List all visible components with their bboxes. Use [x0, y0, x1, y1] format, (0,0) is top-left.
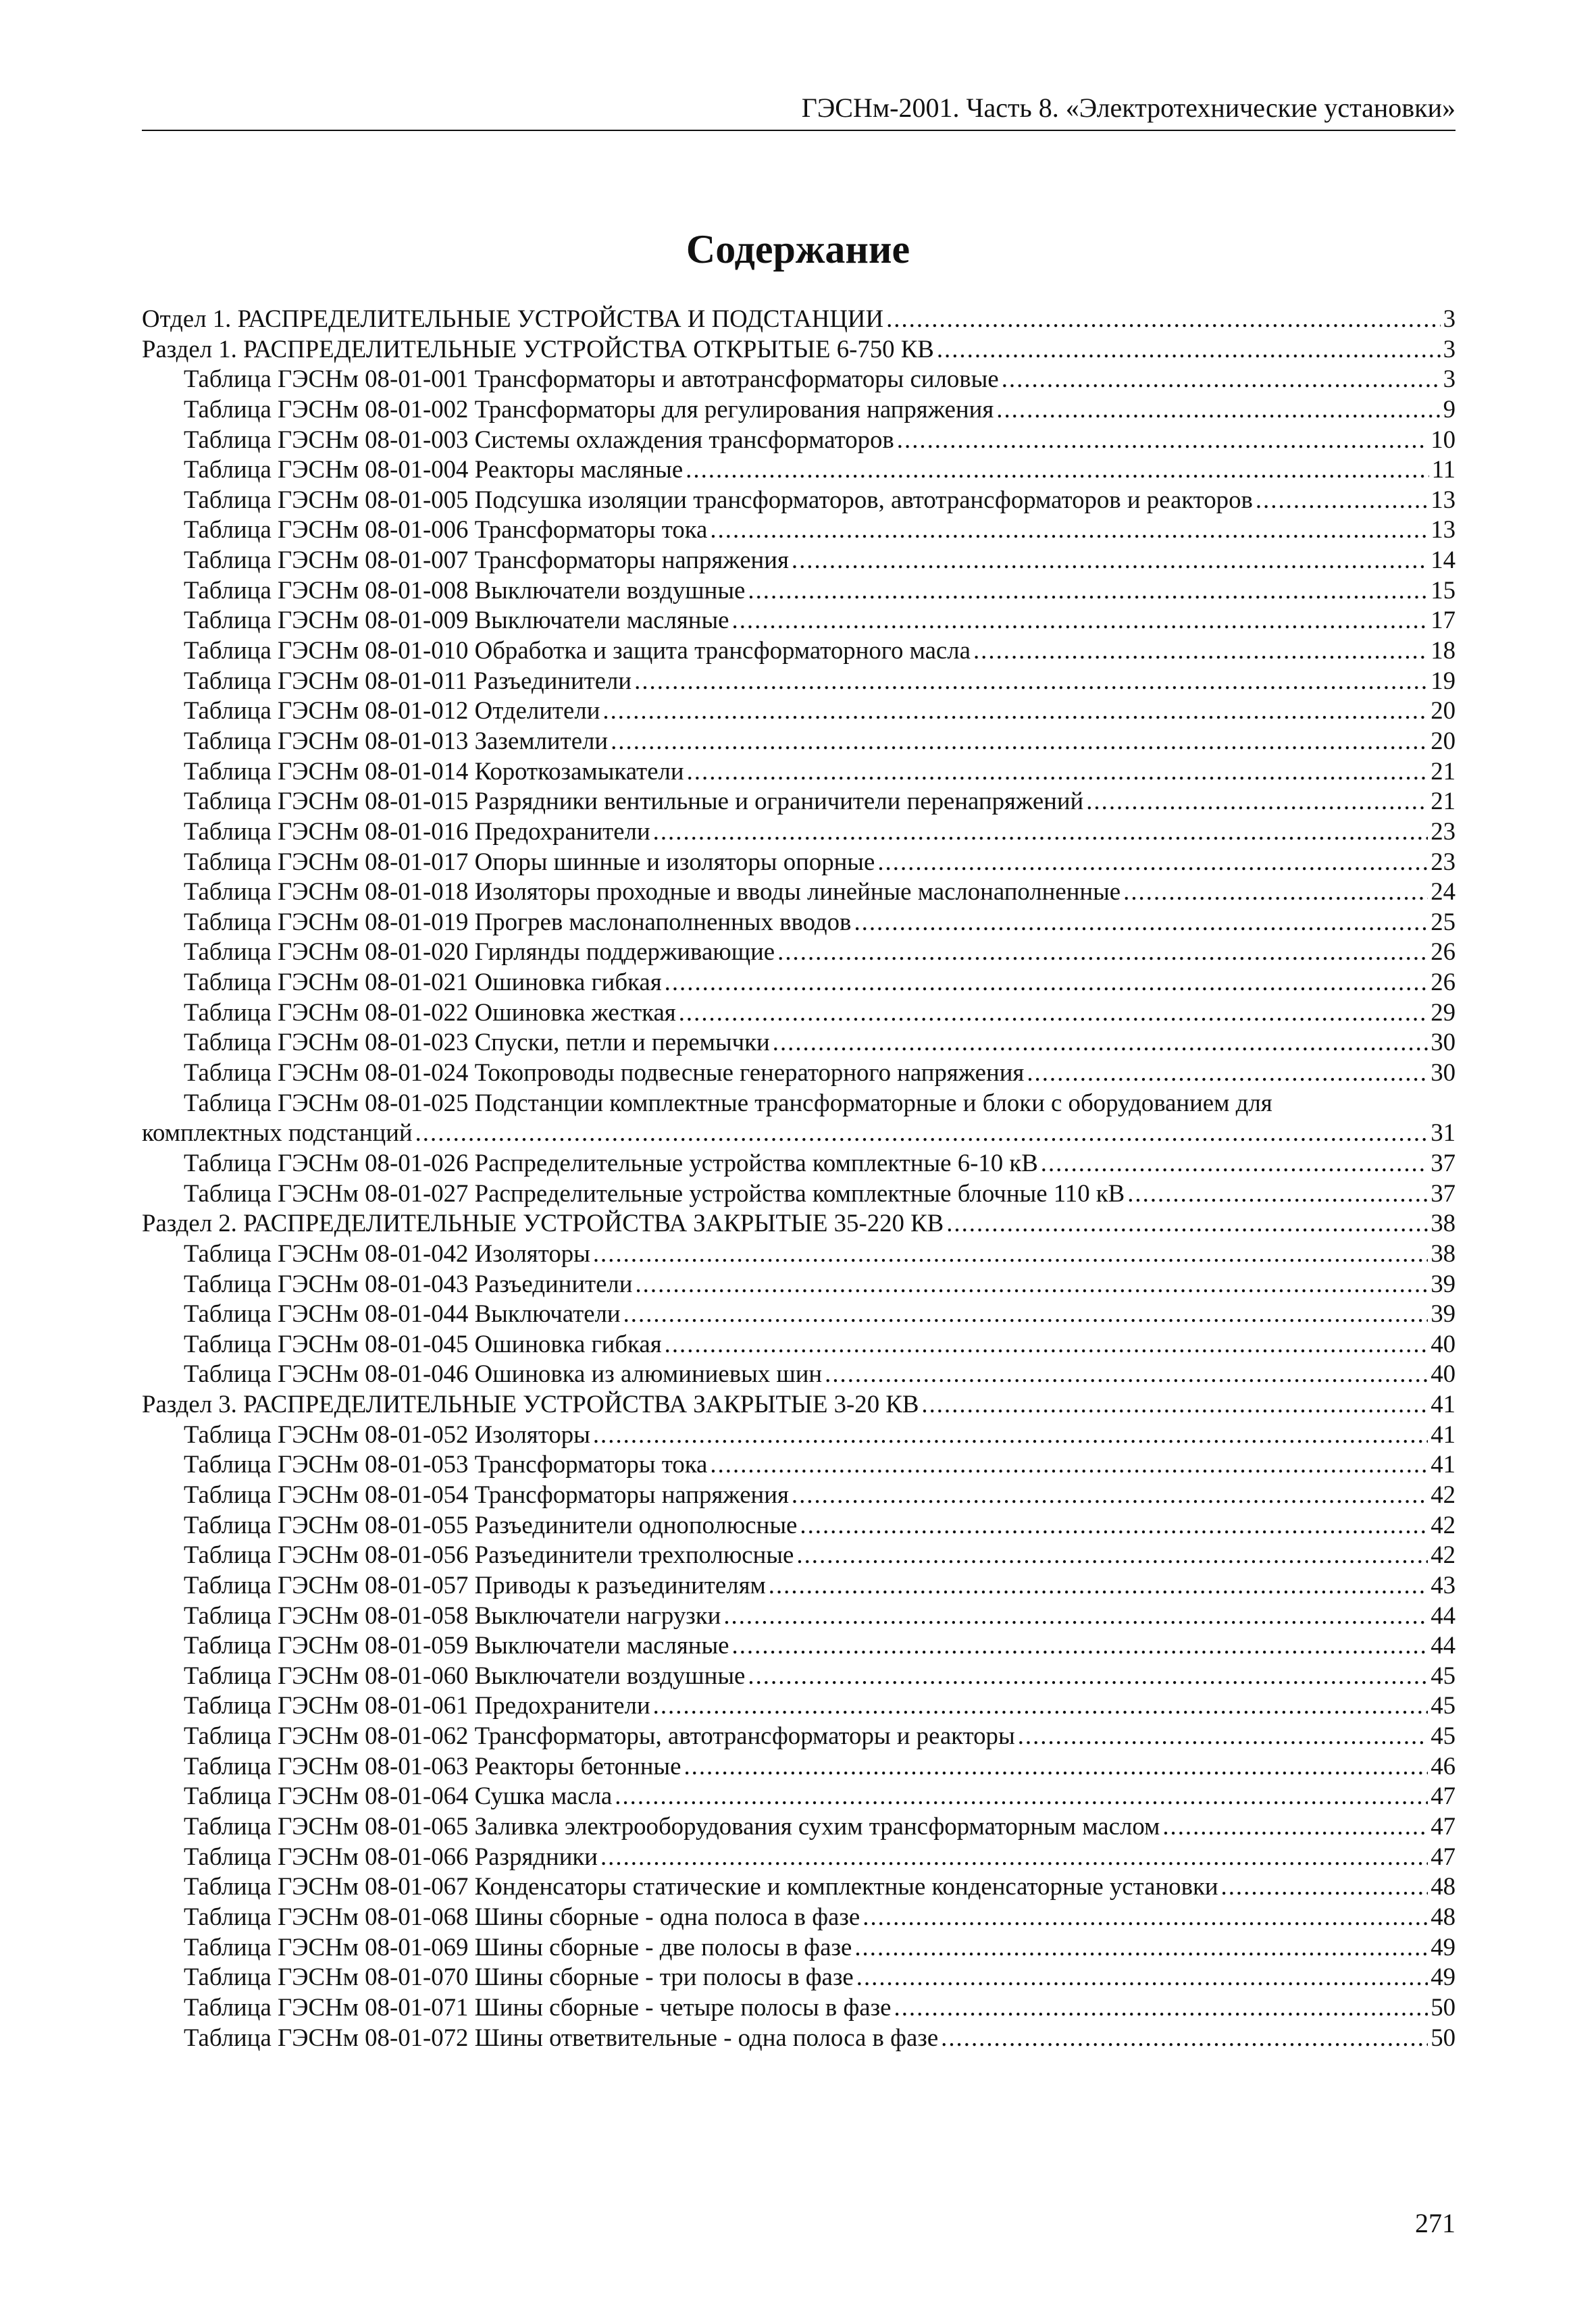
toc-entry-title: Таблица ГЭСНм 08-01-066 Разрядники [184, 1842, 598, 1870]
toc-entry-title: Таблица ГЭСНм 08-01-008 Выключатели воздушные [184, 575, 746, 604]
toc-table-entry[interactable] [142, 998, 1456, 1028]
toc-entry-title: Таблица ГЭСНм 08-01-056 Разъединители трехполюсные [184, 1541, 794, 1569]
dot-leader [854, 1932, 1428, 1963]
toc-page-number: 23 [1431, 817, 1456, 845]
dot-leader [600, 1842, 1428, 1872]
toc-page-number: 14 [1431, 546, 1456, 574]
toc-entry-title: Таблица ГЭСНм 08-01-004 Реакторы масляные [184, 455, 684, 484]
dot-leader [1002, 364, 1441, 394]
toc-table-entry[interactable] [142, 1179, 1456, 1209]
dot-leader [1018, 1721, 1428, 1751]
dot-leader [602, 696, 1428, 726]
dot-leader [996, 394, 1440, 425]
dot-leader [686, 455, 1428, 485]
toc-page-number: 40 [1431, 1360, 1456, 1388]
toc-page-number: 39 [1431, 1269, 1456, 1297]
toc-table-entry[interactable] [142, 1027, 1456, 1058]
toc-page-number: 13 [1431, 485, 1456, 513]
toc-table-entry[interactable] [142, 756, 1456, 787]
toc-table-entry[interactable] [142, 1329, 1456, 1360]
toc-entry-title: Таблица ГЭСНм 08-01-052 Изоляторы [184, 1420, 590, 1448]
toc-page-number: 15 [1431, 575, 1456, 604]
toc-entry-title: Таблица ГЭСНм 08-01-012 Отделители [184, 696, 600, 725]
toc-entry-title: Таблица ГЭСНм 08-01-055 Разъединители однополюсные [184, 1510, 798, 1539]
toc-page-number: 13 [1431, 515, 1456, 544]
toc-table-entry[interactable] [142, 1872, 1456, 1902]
dot-leader [634, 666, 1428, 696]
toc-entry-title: Таблица ГЭСНм 08-01-005 Подсушка изоляции трансформаторов, автотрансформаторов и реакторов [184, 485, 1253, 513]
dot-leader [710, 1449, 1428, 1480]
page-number: 271 [1415, 2208, 1456, 2238]
toc-page-number: 49 [1431, 1932, 1456, 1961]
toc-entry-title: Таблица ГЭСНм 08-01-022 Ошиновка жесткая [184, 998, 676, 1026]
toc-page-number: 37 [1431, 1179, 1456, 1207]
toc-table-entry[interactable] [142, 1962, 1456, 1992]
toc-page-number: 41 [1431, 1450, 1456, 1479]
dot-leader [1221, 1872, 1428, 1902]
toc-entry-title: Таблица ГЭСНм 08-01-061 Предохранители [184, 1691, 650, 1720]
dot-leader [1123, 877, 1428, 907]
dot-leader [796, 1540, 1428, 1570]
toc-entry-title: Таблица ГЭСНм 08-01-044 Выключатели [184, 1300, 621, 1328]
toc-table-entry[interactable] [142, 1630, 1456, 1661]
dot-leader [665, 967, 1428, 998]
toc-table-entry[interactable] [142, 1510, 1456, 1541]
toc-table-entry[interactable] [142, 1480, 1456, 1510]
dot-leader [773, 1027, 1428, 1058]
toc-entry-title: Таблица ГЭСНм 08-01-001 Трансформаторы и автотрансформаторы силовые [184, 365, 999, 393]
toc-entry-title: Таблица ГЭСНм 08-01-063 Реакторы бетонные [184, 1751, 681, 1780]
toc-page-number: 38 [1431, 1239, 1456, 1267]
toc-page-number: 19 [1431, 666, 1456, 694]
toc-page-number: 3 [1443, 365, 1456, 393]
toc-entry-title: Таблица ГЭСНм 08-01-025 Подстанции комплектные трансформаторные и блоки с оборудованием для [184, 1088, 1272, 1116]
toc-section-entry[interactable] [142, 304, 1456, 334]
toc-page-number: 50 [1431, 2023, 1456, 2051]
toc-page-number: 3 [1443, 334, 1456, 363]
table-of-contents [142, 304, 1456, 2053]
toc-table-entry[interactable] [142, 817, 1456, 847]
dot-leader [635, 1269, 1428, 1300]
toc-table-entry[interactable] [142, 364, 1456, 394]
dot-leader [946, 1208, 1428, 1239]
dot-leader [973, 636, 1428, 666]
dot-leader [941, 2023, 1428, 2053]
toc-page-number: 24 [1431, 877, 1456, 906]
dot-leader [665, 1329, 1428, 1360]
toc-entry-title: Раздел 2. РАСПРЕДЕЛИТЕЛЬНЫЕ УСТРОЙСТВА ЗАКРЫТЫЕ 35-220 КВ [142, 1209, 944, 1237]
toc-page-number: 11 [1431, 455, 1456, 484]
toc-table-entry[interactable] [142, 1601, 1456, 1631]
toc-page-number: 9 [1443, 394, 1456, 423]
toc-page-number: 29 [1431, 998, 1456, 1026]
toc-table-entry[interactable] [142, 1570, 1456, 1601]
toc-entry-title: Таблица ГЭСНм 08-01-064 Сушка масла [184, 1782, 613, 1810]
toc-page-number: 30 [1431, 1058, 1456, 1087]
toc-entry-title: Таблица ГЭСНм 08-01-046 Ошиновка из алюминиевых шин [184, 1360, 823, 1388]
toc-page-number: 21 [1431, 787, 1456, 815]
toc-page-number: 41 [1431, 1420, 1456, 1448]
toc-page-number: 42 [1431, 1541, 1456, 1569]
dot-leader [897, 425, 1428, 455]
toc-entry-title: Таблица ГЭСНм 08-01-054 Трансформаторы напряжения [184, 1480, 789, 1508]
toc-entry-title: Таблица ГЭСНм 08-01-062 Трансформаторы, автотрансформаторы и реакторы [184, 1722, 1015, 1750]
toc-page-number: 49 [1431, 1963, 1456, 1991]
toc-table-entry[interactable] [142, 394, 1456, 425]
toc-table-entry[interactable] [142, 455, 1456, 485]
toc-table-entry[interactable] [142, 1751, 1456, 1782]
toc-table-entry[interactable] [142, 666, 1456, 696]
toc-entry-title: Таблица ГЭСНм 08-01-014 Короткозамыкатели [184, 756, 684, 785]
toc-page-number: 44 [1431, 1631, 1456, 1660]
dot-leader [792, 545, 1428, 575]
dot-leader [894, 1992, 1428, 2023]
toc-page-number: 47 [1431, 1842, 1456, 1870]
toc-entry-title: Таблица ГЭСНм 08-01-020 Гирлянды поддерживающие [184, 937, 775, 966]
toc-entry-title: Таблица ГЭСНм 08-01-016 Предохранители [184, 817, 650, 845]
dot-leader [615, 1781, 1428, 1811]
toc-table-entry[interactable] [142, 1088, 1456, 1148]
toc-table-entry[interactable] [142, 515, 1456, 545]
toc-page-number: 42 [1431, 1510, 1456, 1539]
dot-leader [937, 334, 1441, 365]
dot-leader [825, 1359, 1428, 1389]
toc-section-entry[interactable] [142, 334, 1456, 365]
toc-section-entry[interactable] [142, 1389, 1456, 1420]
toc-page-number: 17 [1431, 606, 1456, 634]
toc-entry-title: Таблица ГЭСНм 08-01-058 Выключатели нагрузки [184, 1601, 721, 1629]
toc-page-number: 48 [1431, 1902, 1456, 1930]
dot-leader [653, 1691, 1428, 1721]
toc-table-entry[interactable] [142, 1721, 1456, 1751]
toc-page-number: 45 [1431, 1661, 1456, 1689]
dot-leader [854, 907, 1428, 937]
toc-entry-title: Раздел 3. РАСПРЕДЕЛИТЕЛЬНЫЕ УСТРОЙСТВА ЗАКРЫТЫЕ 3-20 КВ [142, 1390, 919, 1418]
toc-entry-title: Таблица ГЭСНм 08-01-060 Выключатели воздушные [184, 1661, 746, 1689]
toc-table-entry[interactable] [142, 726, 1456, 756]
dot-leader [653, 817, 1428, 847]
toc-table-entry[interactable] [142, 1148, 1456, 1179]
toc-table-entry[interactable] [142, 425, 1456, 455]
dot-leader [1162, 1811, 1428, 1842]
toc-table-entry[interactable] [142, 1239, 1456, 1269]
dot-leader [877, 847, 1428, 877]
toc-entry-title: Таблица ГЭСНм 08-01-053 Трансформаторы тока [184, 1450, 708, 1479]
toc-page-number: 41 [1431, 1390, 1456, 1418]
dot-leader [856, 1962, 1428, 1992]
toc-page-number: 20 [1431, 726, 1456, 754]
toc-entry-title: Таблица ГЭСНм 08-01-007 Трансформаторы напряжения [184, 546, 789, 574]
toc-table-entry[interactable] [142, 545, 1456, 575]
toc-table-entry[interactable] [142, 1359, 1456, 1389]
toc-page-number: 18 [1431, 636, 1456, 665]
toc-table-entry[interactable] [142, 1842, 1456, 1872]
toc-table-entry[interactable] [142, 1932, 1456, 1963]
toc-page-number: 45 [1431, 1691, 1456, 1720]
toc-table-entry[interactable] [142, 636, 1456, 666]
toc-table-entry[interactable] [142, 937, 1456, 967]
toc-table-entry[interactable] [142, 1992, 1456, 2023]
dot-leader [623, 1299, 1428, 1329]
toc-page-number: 43 [1431, 1570, 1456, 1599]
toc-entry-title: Раздел 1. РАСПРЕДЕЛИТЕЛЬНЫЕ УСТРОЙСТВА ОТКРЫТЫЕ 6-750 КВ [142, 334, 934, 363]
dot-leader [921, 1389, 1428, 1420]
toc-page-number: 48 [1431, 1872, 1456, 1901]
toc-entry-title: Таблица ГЭСНм 08-01-009 Выключатели масляные [184, 606, 729, 634]
dot-leader [777, 937, 1428, 967]
toc-entry-title: Таблица ГЭСНм 08-01-068 Шины сборные - одна полоса в фазе [184, 1902, 860, 1930]
dot-leader [611, 726, 1428, 756]
toc-page-number: 39 [1431, 1300, 1456, 1328]
toc-page-number: 26 [1431, 968, 1456, 996]
toc-page-number: 26 [1431, 937, 1456, 966]
dot-leader [593, 1239, 1428, 1269]
toc-table-entry[interactable] [142, 1902, 1456, 1932]
toc-page-number: 21 [1431, 756, 1456, 785]
toc-page-number: 37 [1431, 1148, 1456, 1177]
toc-section-entry[interactable] [142, 1208, 1456, 1239]
dot-leader [687, 756, 1428, 787]
toc-table-entry[interactable] [142, 1811, 1456, 1842]
toc-entry-title: Таблица ГЭСНм 08-01-045 Ошиновка гибкая [184, 1329, 662, 1358]
dot-leader [1027, 1058, 1428, 1088]
toc-entry-title: Таблица ГЭСНм 08-01-006 Трансформаторы тока [184, 515, 708, 544]
toc-entry-title: Таблица ГЭСНм 08-01-065 Заливка электрооборудования сухим трансформаторным маслом [184, 1812, 1160, 1841]
toc-page-number: 38 [1431, 1209, 1456, 1237]
dot-leader [863, 1902, 1428, 1932]
toc-table-entry[interactable] [142, 485, 1456, 515]
toc-table-entry[interactable] [142, 1781, 1456, 1811]
toc-table-entry[interactable] [142, 877, 1456, 907]
toc-table-entry[interactable] [142, 696, 1456, 726]
toc-page-number: 20 [1431, 696, 1456, 725]
toc-entry-title: Таблица ГЭСНм 08-01-027 Распределительные устройства комплектные блочные 110 кВ [184, 1179, 1125, 1207]
toc-entry-continuation [142, 1118, 1456, 1148]
dot-leader [415, 1118, 1428, 1148]
toc-entry-title: Таблица ГЭСНм 08-01-071 Шины сборные - четыре полосы в фазе [184, 1992, 892, 2021]
toc-table-entry[interactable] [142, 907, 1456, 937]
toc-entry-title: Таблица ГЭСНм 08-01-019 Прогрев маслонаполненных вводов [184, 907, 852, 935]
dot-leader [1041, 1148, 1428, 1179]
toc-entry-title: Таблица ГЭСНм 08-01-003 Системы охлаждения трансформаторов [184, 425, 894, 453]
toc-entry-title: Таблица ГЭСНм 08-01-021 Ошиновка гибкая [184, 968, 662, 996]
toc-table-entry[interactable] [142, 1691, 1456, 1721]
toc-page-number: 10 [1431, 425, 1456, 453]
running-header: ГЭСНм-2001. Часть 8. «Электротехнические установки» [142, 88, 1456, 131]
toc-page-number: 47 [1431, 1812, 1456, 1841]
dot-leader [792, 1480, 1428, 1510]
toc-entry-title: Таблица ГЭСНм 08-01-069 Шины сборные - две полосы в фазе [184, 1932, 852, 1961]
toc-entry-title: Таблица ГЭСНм 08-01-043 Разъединители [184, 1269, 633, 1297]
toc-table-entry[interactable] [142, 847, 1456, 877]
toc-table-entry[interactable] [142, 605, 1456, 636]
toc-entry-title: Таблица ГЭСНм 08-01-024 Токопроводы подвесные генераторного напряжения [184, 1058, 1025, 1087]
toc-page-number: 30 [1431, 1028, 1456, 1056]
dot-leader [886, 304, 1441, 334]
toc-table-entry[interactable] [142, 575, 1456, 606]
toc-entry-title: Отдел 1. РАСПРЕДЕЛИТЕЛЬНЫЕ УСТРОЙСТВА И ПОДСТАНЦИИ [142, 305, 884, 332]
dot-leader [769, 1570, 1428, 1601]
toc-entry-title: Таблица ГЭСНм 08-01-010 Обработка и защита трансформаторного масла [184, 636, 971, 665]
toc-entry-title: Таблица ГЭСНм 08-01-067 Конденсаторы статические и комплектные конденсаторные установки [184, 1872, 1218, 1901]
dot-leader [800, 1510, 1428, 1541]
page-title: Содержание [686, 227, 910, 272]
toc-table-entry[interactable] [142, 2023, 1456, 2053]
toc-entry-title: Таблица ГЭСНм 08-01-013 Заземлители [184, 726, 609, 754]
dot-leader [1086, 786, 1428, 817]
dot-leader [593, 1420, 1428, 1450]
toc-table-entry[interactable] [142, 1449, 1456, 1480]
dot-leader [723, 1601, 1428, 1631]
toc-entry-title: Таблица ГЭСНм 08-01-072 Шины ответвительные - одна полоса в фазе [184, 2023, 939, 2051]
toc-entry-title: Таблица ГЭСНм 08-01-070 Шины сборные - три полосы в фазе [184, 1963, 854, 1991]
toc-entry-title: Таблица ГЭСНм 08-01-015 Разрядники вентильные и ограничители перенапряжений [184, 787, 1084, 815]
toc-page-number: 46 [1431, 1751, 1456, 1780]
dot-leader [679, 998, 1428, 1028]
toc-table-entry[interactable] [142, 1058, 1456, 1088]
toc-entry-title: Таблица ГЭСНм 08-01-059 Выключатели масляные [184, 1631, 729, 1660]
toc-page-number: 47 [1431, 1782, 1456, 1810]
toc-page-number: 25 [1431, 907, 1456, 935]
toc-table-entry[interactable] [142, 786, 1456, 817]
dot-leader [748, 575, 1428, 606]
toc-page-number: 44 [1431, 1601, 1456, 1629]
toc-table-entry[interactable] [142, 1420, 1456, 1450]
toc-entry-title: Таблица ГЭСНм 08-01-023 Спуски, петли и перемычки [184, 1028, 770, 1056]
toc-entry-title: Таблица ГЭСНм 08-01-011 Разъединители [184, 666, 632, 694]
dot-leader [748, 1661, 1428, 1691]
toc-table-entry[interactable] [142, 967, 1456, 998]
toc-entry-title: Таблица ГЭСНм 08-01-057 Приводы к разъединителям [184, 1570, 766, 1599]
dot-leader [684, 1751, 1428, 1782]
toc-entry-title: Таблица ГЭСНм 08-01-026 Распределительные устройства комплектные 6-10 кВ [184, 1148, 1038, 1177]
toc-table-entry[interactable] [142, 1661, 1456, 1691]
toc-page-number: 42 [1431, 1480, 1456, 1508]
toc-entry-title: Таблица ГЭСНм 08-01-017 Опоры шинные и изоляторы опорные [184, 847, 875, 875]
toc-table-entry[interactable] [142, 1269, 1456, 1300]
dot-leader [732, 1630, 1428, 1661]
toc-page-number: 3 [1443, 305, 1456, 332]
toc-entry-title: Таблица ГЭСНм 08-01-018 Изоляторы проходные и вводы линейные маслонаполненные [184, 877, 1121, 906]
toc-entry-title-cont: комплектных подстанций [142, 1119, 413, 1147]
dot-leader [1127, 1179, 1428, 1209]
toc-page-number: 45 [1431, 1722, 1456, 1750]
toc-entry-title: Таблица ГЭСНм 08-01-002 Трансформаторы для регулирования напряжения [184, 394, 994, 423]
toc-page-number: 50 [1431, 1992, 1456, 2021]
toc-table-entry[interactable] [142, 1540, 1456, 1570]
toc-table-entry[interactable] [142, 1299, 1456, 1329]
dot-leader [732, 605, 1428, 636]
toc-page-number: 40 [1431, 1329, 1456, 1358]
toc-page-number: 23 [1431, 847, 1456, 875]
toc-entry-title: Таблица ГЭСНм 08-01-042 Изоляторы [184, 1239, 590, 1267]
toc-page-number: 31 [1431, 1119, 1456, 1147]
dot-leader [710, 515, 1428, 545]
dot-leader [1256, 485, 1428, 515]
